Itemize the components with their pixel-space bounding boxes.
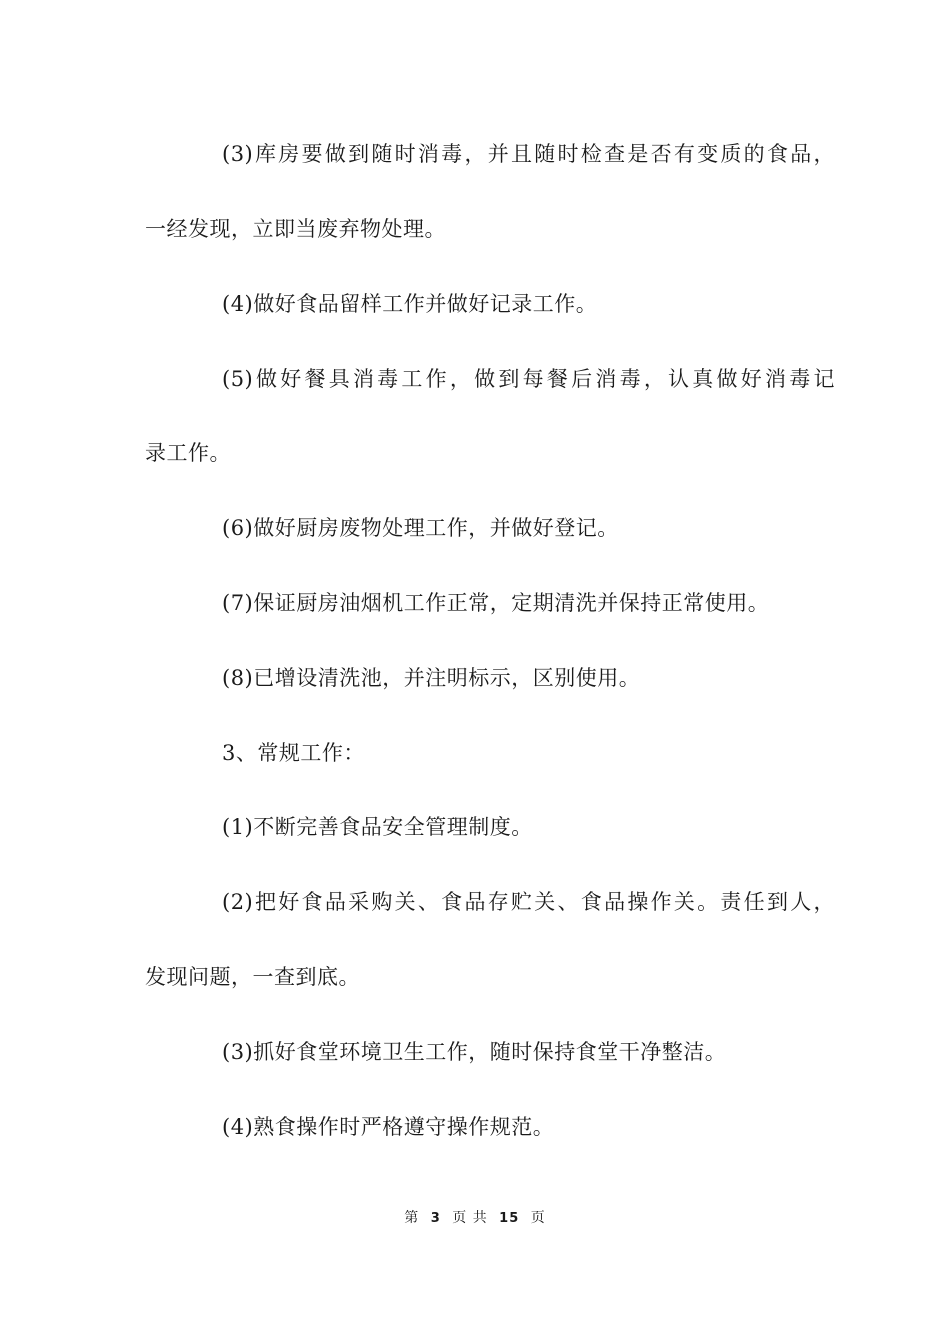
page-footer bbox=[0, 1208, 950, 1229]
paragraph-line: (8)已增设清洗池，并注明标示，区别使用。 bbox=[222, 666, 641, 690]
footer-suffix: 页 bbox=[530, 1210, 546, 1226]
paragraph-line: 一经发现，立即当废弃物处理。 bbox=[145, 217, 446, 241]
current-page-number: 3 bbox=[430, 1211, 441, 1226]
paragraph-line: (4)熟食操作时严格遵守操作规范。 bbox=[222, 1115, 555, 1139]
section-heading: 3、常规工作： bbox=[222, 741, 365, 765]
footer-middle: 页 共 bbox=[452, 1210, 488, 1226]
paragraph-line: (5)做好餐具消毒工作，做到每餐后消毒，认真做好消毒记 bbox=[222, 367, 835, 391]
paragraph-line: 发现问题，一查到底。 bbox=[145, 965, 360, 989]
paragraph-line: (6)做好厨房废物处理工作，并做好登记。 bbox=[222, 516, 619, 540]
paragraph-line: (3)库房要做到随时消毒，并且随时检查是否有变质的食品， bbox=[222, 142, 835, 166]
paragraph-line: (4)做好食品留样工作并做好记录工作。 bbox=[222, 292, 598, 316]
paragraph-line: 录工作。 bbox=[145, 441, 231, 465]
paragraph-line: (2)把好食品采购关、食品存贮关、食品操作关。责任到人， bbox=[222, 890, 835, 914]
total-pages-number: 15 bbox=[499, 1211, 520, 1226]
footer-prefix: 第 bbox=[404, 1210, 420, 1226]
paragraph-line: (7)保证厨房油烟机工作正常，定期清洗并保持正常使用。 bbox=[222, 591, 770, 615]
paragraph-line: (3)抓好食堂环境卫生工作，随时保持食堂干净整洁。 bbox=[222, 1040, 727, 1064]
paragraph-line: (1)不断完善食品安全管理制度。 bbox=[222, 815, 533, 839]
